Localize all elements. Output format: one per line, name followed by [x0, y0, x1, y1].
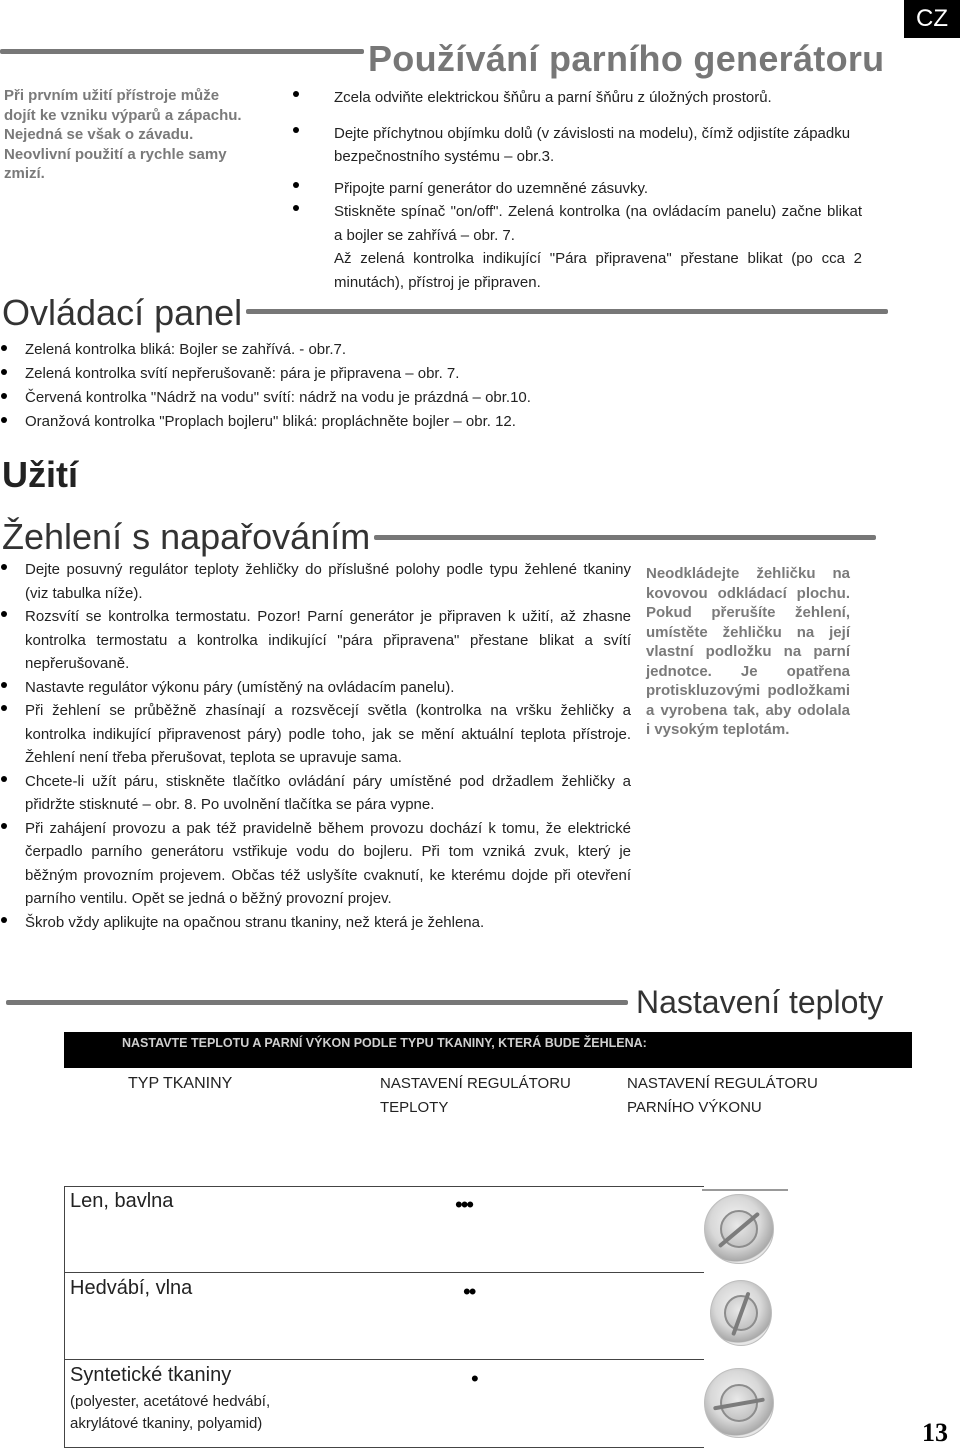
fabric-cotton-linen: Len, bavlna	[70, 1190, 174, 1212]
temperature-dots-1: •	[471, 1366, 477, 1391]
table-title: NASTAVTE TEPLOTU A PARNÍ VÝKON PODLE TYPU TKANINY, KTERÁ BUDE ŽEHLENA:	[64, 1032, 912, 1068]
page-number: 13	[922, 1418, 948, 1447]
language-badge: CZ	[904, 0, 960, 38]
column-header-fabric: TYP TKANINY	[128, 1075, 233, 1092]
list-item: Chcete-li užít páru, stiskněte tlačítko ovládání páry umístěné pod držadlem žehličky a přidržte stisknuté – obr. 8. Po uvolnění tlačítka se pára vypne.	[25, 770, 631, 817]
section-rule	[6, 1000, 628, 1005]
column-header-temperature: NASTAVENÍ REGULÁTORU TEPLOTY	[380, 1075, 571, 1116]
fabric-silk-wool: Hedvábí, vlna	[70, 1277, 193, 1299]
temperature-heading: Nastavení teploty	[636, 984, 884, 1020]
temperature-dots-2: ••	[463, 1279, 475, 1304]
fabric-synthetics-detail: (polyester, acetátové hedvábí, akrylátové tkaniny, polyamid)	[70, 1393, 271, 1432]
first-use-note: Při prvním užití přístroje může dojít ke vzniku výparů a zápachu. Nejedná se však o závadu. Neovlivní použití a rychle samy zmizí.	[4, 87, 242, 182]
control-panel-list	[25, 338, 645, 434]
column-header-steam: NASTAVENÍ REGULÁTORU PARNÍHO VÝKONU	[627, 1075, 818, 1116]
table-line	[64, 1186, 704, 1187]
list-item: Škrob vždy aplikujte na opačnou stranu tkaniny, než která je žehlena.	[25, 911, 631, 935]
section-rule	[0, 49, 364, 54]
table-line	[64, 1359, 704, 1360]
list-item: Při žehlení se průběžně zhasínají a rozsvěcejí světla (kontrolka na vršku žehličky a kontrolka indikující připravenost páry) podle toho, jak se mění aktuální teplota přístroje. Žehlení není třeba přerušovat, teplota se upravuje sama.	[25, 699, 631, 770]
steam-generator-list	[334, 86, 862, 294]
control-panel-heading: Ovládací panel	[2, 292, 243, 333]
list-item: Zcela odviňte elektrickou šňůru a parní šňůru z úložných prostorů.	[334, 86, 862, 110]
list-item: Zelená kontrolka svítí nepřerušovaně: pára je připravena – obr. 7.	[25, 362, 645, 386]
list-item: Rozsvítí se kontrolka termostatu. Pozor! Parní generátor je připraven k užití, až zhasne kontrolka termostatu a kontrolka indikující "pára připravena" přestane blikat a svítí nepřerušovaně.	[25, 605, 631, 676]
list-item: Oranžová kontrolka "Proplach bojleru" bliká: propláchněte bojler – obr. 12.	[25, 410, 645, 434]
list-item: Zelená kontrolka bliká: Bojler se zahřívá. - obr.7.	[25, 338, 645, 362]
table-line	[702, 1189, 788, 1191]
list-item: Připojte parní generátor do uzemněné zásuvky.	[334, 177, 862, 201]
list-item: Červená kontrolka "Nádrž na vodu" svítí: nádrž na vodu je prázdná – obr.10.	[25, 386, 645, 410]
list-item: Stiskněte spínač "on/off". Zelená kontrolka (na ovládacím panelu) začne blikat a bojler se zahřívá – obr. 7.	[334, 200, 862, 247]
table-line	[64, 1272, 704, 1273]
list-item: Při zahájení provozu a pak též pravidelně během provozu dochází k tomu, že elektrické čerpadlo parního generátoru vstřikuje vodu do bojleru. Při tom vzniká zvuk, který je běžným provozním projevem. Občas též uslyšíte cvaknutí, ke kterému dojde při otevření parního ventilu. Opět se jedná o běžný provozní projev.	[25, 817, 631, 911]
usage-heading: Užití	[2, 454, 78, 495]
list-item: Dejte posuvný regulátor teploty žehličky do příslušné polohy podle typu žehlené tkaniny (viz tabulka níže).	[25, 558, 631, 605]
section-rule	[246, 309, 888, 314]
steam-ironing-list	[25, 558, 631, 934]
iron-rest-note: Neodkládejte žehličku na kovovou odkládací plochu. Pokud přerušíte žehlení, umístěte žehličku na její vlastní podložku na parní jednotce. Je opatřena protiskluzovými podložkami a vyrobena tak, aby odolala i vysokým teplotám.	[646, 565, 850, 738]
steam-ironing-heading: Žehlení s napařováním	[2, 516, 371, 557]
table-line	[64, 1447, 704, 1448]
temperature-dots-3: •••	[455, 1192, 473, 1217]
list-item: Až zelená kontrolka indikující "Pára připravena" přestane blikat (po cca 2 minutách), přístroj je připraven.	[334, 250, 862, 291]
list-item: Nastavte regulátor výkonu páry (umístěný na ovládacím panelu).	[25, 676, 631, 700]
list-item: Dejte příchytnou objímku dolů (v závislosti na modelu), čímž odjistíte západku bezpečnostního systému – obr.3.	[334, 122, 862, 169]
section-rule	[374, 535, 876, 540]
table-line	[64, 1186, 65, 1448]
fabric-synthetics: Syntetické tkaniny	[70, 1364, 232, 1386]
steam-dial-min-icon	[704, 1368, 774, 1438]
steam-dial-mid-icon	[710, 1280, 772, 1346]
steam-dial-max-icon	[704, 1194, 774, 1264]
steam-generator-heading: Používání parního generátoru	[368, 38, 885, 79]
